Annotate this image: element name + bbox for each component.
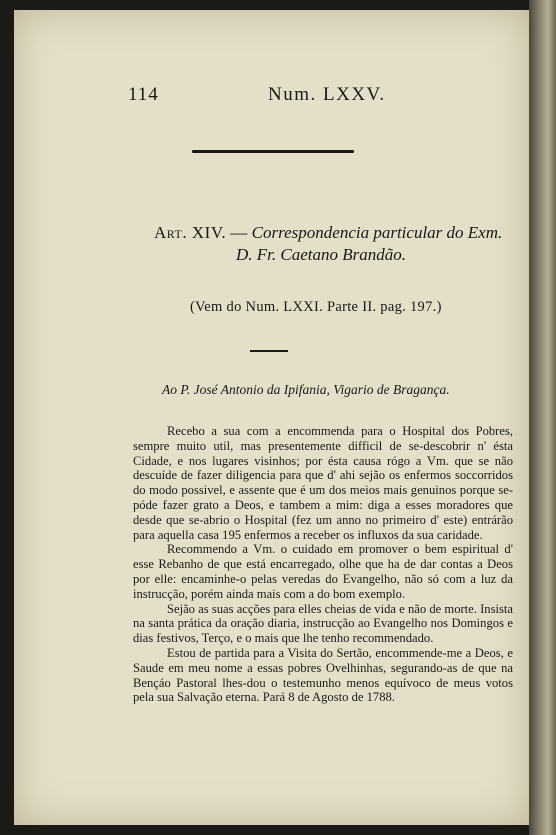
article-title-line2: D. Fr. Caetano Brandão. — [236, 245, 406, 264]
article-dash: — — [230, 223, 248, 242]
continuation-note: (Vem do Num. LXXI. Parte II. pag. 197.) — [190, 299, 442, 315]
article-title-line1: Correspondencia particular do Exm. — [251, 223, 503, 242]
letter-salutation: Ao P. José Antonio da Ipifania, Vigario de Bragança. — [162, 382, 450, 397]
book-page — [14, 10, 529, 825]
running-title: Num. LXXV. — [268, 84, 386, 105]
paragraph: Recebo a sua com a encommenda para o Hospital dos Pobres, sempre muito util, mas presentemente difficil de se-descobrir n' ésta Cidade, e nos lugares visinhos; por ésta causa rógo a Vm. que se não descuíde de fazer diligencia para que d' ahi sejão os enfermos soccorridos do modo possivel, e assente que é um dos meios mais genuinos porque se-póde fazer grato a Deos, e tambem a mim: diga a esses moradores que desde que se-abrio o Hospital (fez um anno no primeiro d' este) entrárão para aquella casa 195 enfermos a receber os influxos da sua caridade. — [133, 424, 513, 542]
paragraph: Estou de partida para a Visita do Sertão, encommende-me a Deos, e Saude em meu nome a essas pobres Ovelhinhas, segurando-as de que na Bençáo Pastoral lhes-dou o testemunho menos equívoco de meus votos pela sua Salvação eterna. Pará 8 de Agosto de 1788. — [133, 645, 513, 705]
article-label: Art. XIV. — [154, 223, 227, 242]
article-heading — [154, 222, 524, 264]
book-spine-edge — [529, 0, 556, 835]
paragraph: Sejão as suas acções para elles cheias de vida e não de morte. Insista na santa prática da oração diaria, instrucção ao Evangelho nos Domingos e dias festivos, Terço, e o mais que lhe tenho recommendado. — [133, 601, 513, 646]
page-header — [14, 80, 529, 110]
section-rule — [250, 350, 288, 352]
page-number: 114 — [128, 84, 159, 105]
paragraph: Recommendo a Vm. o cuidado em promover o bem espiritual d' esse Rebanho de que está encarregado, olhe que ha de dar contas a Deos por elle: encaminhe-o pelas veredas do Evangelho, não só com a luz da instrucção, porém ainda mais com a do bom exemplo. — [133, 542, 513, 601]
header-rule — [192, 150, 354, 153]
letter-body — [133, 424, 513, 705]
